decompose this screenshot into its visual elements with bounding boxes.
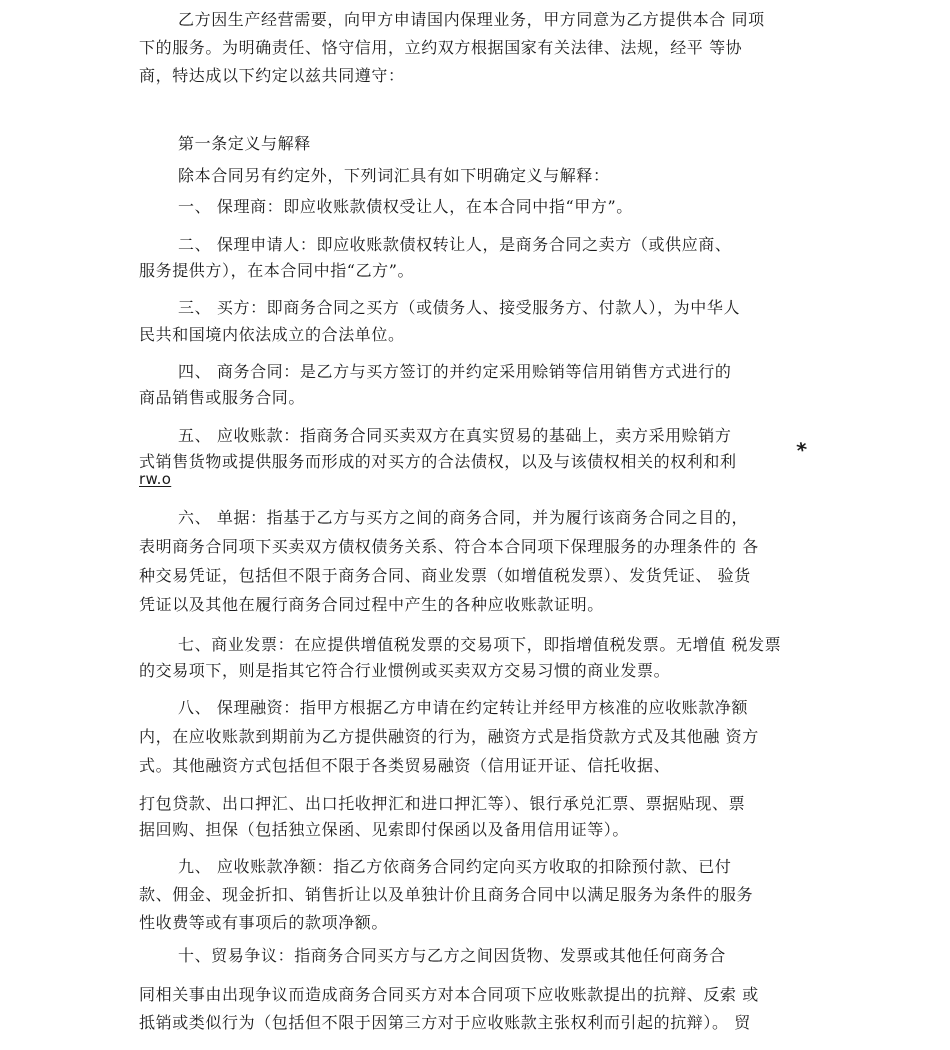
text-line: 民共和国境内依法成立的合法单位。 xyxy=(139,325,405,344)
text-line: 九、 应收账款净额：指乙方依商务合同约定向买方收取的扣除预付款、已付 xyxy=(178,857,732,876)
text-line: 凭证以及其他在履行商务合同过程中产生的各种应收账款证明。 xyxy=(139,595,604,614)
asterisk-mark: * xyxy=(794,437,810,463)
text-line: 六、 单据：指基于乙方与买方之间的商务合同，并为履行该商务合同之目的， xyxy=(178,508,749,527)
text-line: 除本合同另有约定外，下列词汇具有如下明确定义与解释： xyxy=(178,166,610,185)
text-line: 性收费等或有事项后的款项净额。 xyxy=(139,913,389,932)
text-line: 种交易凭证，包括但不限于商务合同、商业发票（如增值税发票）、发货凭证、 验货 xyxy=(139,566,751,585)
text-line: 四、 商务合同：是乙方与买方签订的并约定采用赊销等信用销售方式进行的 xyxy=(178,362,732,381)
text-line: 一、 保理商：即应收账款债权受让人，在本合同中指“甲方”。 xyxy=(178,197,633,216)
text-line: 的交易项下，则是指其它符合行业惯例或买卖双方交易习惯的商业发票。 xyxy=(139,661,671,680)
text-line: 五、 应收账款：指商务合同买卖双方在真实贸易的基础上，卖方采用赊销方 xyxy=(178,426,732,445)
text-line: 商，特达成以下约定以兹共同遵守： xyxy=(139,66,405,85)
text-line: 抵销或类似行为（包括但不限于因第三方对于应收账款主张权利而引起的抗辩）。 贸 xyxy=(139,1013,751,1032)
text-line: 服务提供方），在本合同中指“乙方”。 xyxy=(139,261,415,280)
text-line: 乙方因生产经营需要，向甲方申请国内保理业务，甲方同意为乙方提供本合 同项 xyxy=(178,10,765,29)
text-line: 八、 保理融资：指甲方根据乙方申请在约定转让并经甲方核准的应收账款净额 xyxy=(178,698,749,717)
stray-mark-text: rw.o xyxy=(139,470,172,488)
text-line: 七、商业发票：在应提供增值税发票的交易项下，即指增值税发票。无增值 税发票 xyxy=(178,635,782,654)
text-line: 下的服务。为明确责任、恪守信用，立约双方根据国家有关法律、法规，经平 等协 xyxy=(139,38,743,57)
text-line: 十、贸易争议：指商务合同买方与乙方之间因货物、发票或其他任何商务合 xyxy=(178,946,726,965)
text-line: 据回购、担保（包括独立保函、见索即付保函以及备用信用证等）。 xyxy=(139,820,630,839)
text-line: 式销售货物或提供服务而形成的对买方的合法债权，以及与该债权相关的权利和利 xyxy=(139,452,737,471)
text-line: 二、 保理申请人：即应收账款债权转让人，是商务合同之卖方（或供应商、 xyxy=(178,235,732,254)
text-line: 商品销售或服务合同。 xyxy=(139,388,306,407)
text-line: 同相关事由出现争议而造成商务合同买方对本合同项下应收账款提出的抗辩、反索 或 xyxy=(139,985,759,1004)
text-line: 式。其他融资方式包括但不限于各类贸易融资（信用证开证、信托收据、 xyxy=(139,756,671,775)
article-heading: 第一条定义与解释 xyxy=(178,134,311,153)
text-line: 打包贷款、出口押汇、出口托收押汇和进口押汇等）、银行承兑汇票、票据贴现、票 xyxy=(139,794,746,813)
stray-mark xyxy=(139,470,171,488)
text-line: 表明商务合同项下买卖双方债权债务关系、符合本合同项下保理服务的办理条件的 各 xyxy=(139,537,759,556)
text-line: 三、 买方：即商务合同之买方（或债务人、接受服务方、付款人），为中华人 xyxy=(178,298,741,317)
text-line: 款、佣金、现金折扣、销售折让以及单独计价且商务合同中以满足服务为条件的服务 xyxy=(139,885,754,904)
text-line: 内，在应收账款到期前为乙方提供融资的行为，融资方式是指贷款方式及其他融 资方 xyxy=(139,727,759,746)
